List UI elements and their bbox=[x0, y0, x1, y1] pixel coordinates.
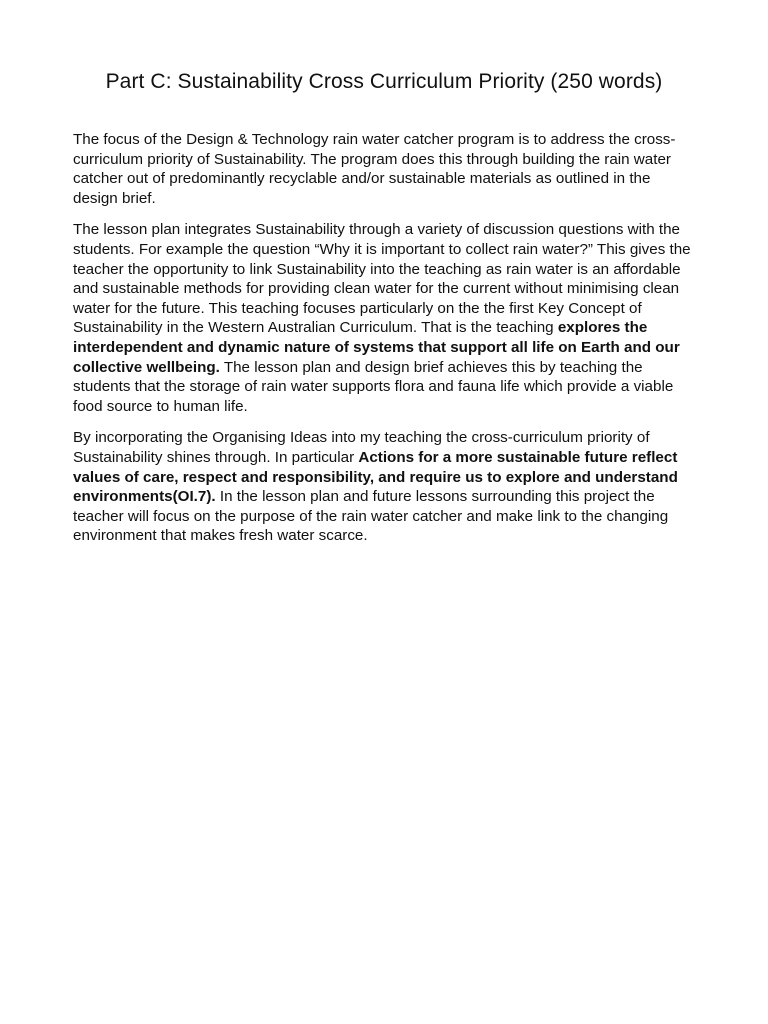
bold-key-concept: explores the interdependent and dynamic nature of systems that support all life on Earth and our collective wellbeing. bbox=[73, 319, 680, 376]
paragraph-lesson-plan bbox=[73, 220, 699, 416]
document-body bbox=[73, 130, 699, 558]
bold-organising-idea: Actions for a more sustainable future reflect values of care, respect and responsibility, and require us to explore and understand environments(OI.7). bbox=[73, 448, 678, 506]
paragraph-text: In the lesson plan and future lessons surrounding this project the teacher will focus on the purpose of the rain water catcher and make link to the changing environment that makes fresh water scarce. bbox=[73, 488, 669, 545]
paragraph-text: By incorporating the Organising Ideas into my teaching the cross-curriculum priority of Sustainability shines through. In particular bbox=[73, 429, 650, 466]
paragraph-text: The lesson plan and design brief achieves this by teaching the students that the storage of rain water supports flora and fauna life which provide a viable food source to human life. bbox=[73, 358, 674, 415]
page-title: Part C: Sustainability Cross Curriculum Priority (250 words) bbox=[105, 70, 663, 93]
paragraph-intro: The focus of the Design & Technology rain water catcher program is to address the cross-curriculum priority of Sustainability. The program does this through building the rain water catcher out of predominantly recyclable and/or sustainable materials as outlined in the design brief. bbox=[73, 131, 676, 207]
paragraph-text: The lesson plan integrates Sustainability through a variety of discussion questions with the students. For example the question “Why it is important to collect rain water?” This gives the teacher the opportunity to link Sustainability into the teaching as rain water is an affordable and sustainable methods for providing clean water for the current without minimising clean water for the future. This teaching focuses particularly on the the first Key Concept of Sustainability in the Western Australian Curriculum. That is the teaching bbox=[73, 221, 691, 337]
paragraph-organising-ideas bbox=[73, 428, 699, 546]
